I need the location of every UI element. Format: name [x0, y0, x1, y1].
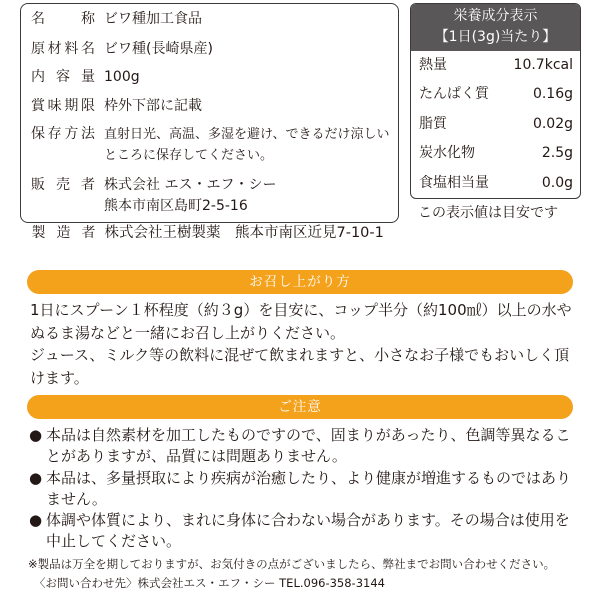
howto-text	[30, 299, 576, 389]
caution-list	[29, 425, 575, 553]
manufacturer-row	[22, 222, 384, 244]
howto-heading-bar: お召し上がり方	[27, 270, 573, 294]
caution-item	[29, 425, 575, 468]
spec-row-best-before	[21, 92, 398, 120]
product-spec-box	[20, 3, 399, 223]
spec-value	[104, 92, 202, 120]
caution-item	[29, 510, 575, 553]
spec-key: 賞味期限	[31, 98, 95, 114]
spec-value-line: 株式会社 エス・エフ・シー	[104, 177, 277, 193]
caution-line: 中止してください。	[46, 532, 182, 551]
nutrient-name: 脂質	[419, 115, 447, 132]
nutrient-value: 0.0g	[541, 174, 573, 191]
spec-value-line: 100g	[104, 69, 140, 85]
nutrition-serving: 【1日(3g)当たり】	[434, 28, 557, 45]
spec-value	[104, 63, 140, 92]
nutrition-facts-box	[410, 3, 581, 199]
nutrient-name: たんぱく質	[419, 86, 489, 103]
footer-notice: ※製品は万全を期しておりますが、お気付きの点がございましたら、弊社までお問い合わせください。	[28, 557, 556, 571]
bullet-icon: ●	[29, 511, 43, 530]
nutrient-value: 2.5g	[541, 145, 573, 162]
spec-value	[104, 175, 276, 222]
caution-line: とがありますが、品質には問題ありません。	[46, 447, 347, 466]
nutrient-value: 10.7kcal	[513, 57, 573, 73]
spec-value-line: 熊本市南区島町2-5-16	[104, 197, 248, 214]
spec-row-seller	[21, 170, 398, 222]
spec-key: 内 容 量	[31, 69, 95, 85]
spec-value-line: ところに保存してください。	[104, 148, 274, 163]
nutrition-row-energy	[411, 51, 580, 80]
spec-key: 名 称	[31, 11, 95, 27]
nutrition-row-fat	[411, 110, 580, 139]
spec-row-name	[21, 4, 398, 35]
spec-row-contents	[21, 63, 398, 92]
spec-value	[104, 35, 213, 63]
nutrient-name: 炭水化物	[419, 145, 475, 162]
bullet-icon: ●	[29, 468, 43, 487]
nutrition-note: この表示値は目安です	[418, 205, 558, 221]
nutrient-value: 0.02g	[532, 115, 573, 132]
spec-value	[104, 124, 389, 170]
spec-value-line: 枠外下部に記載	[104, 98, 202, 114]
spec-row-storage	[21, 120, 398, 170]
caution-heading-bar: ご注意	[27, 395, 573, 419]
howto-line: 1日にスプーン１杯程度（約３g）を目安に、コップ半分（約100㎖）以上の水や	[30, 301, 572, 319]
caution-text	[46, 468, 571, 511]
nutrition-header	[411, 4, 580, 51]
footer	[28, 555, 578, 593]
spec-key: 原材料名	[31, 41, 95, 57]
manufacturer-key: 製 造 者	[31, 225, 96, 241]
nutrition-row-carbohydrate	[411, 139, 580, 168]
spec-key: 販 売 者	[31, 177, 95, 193]
nutrient-value: 0.16g	[532, 86, 573, 103]
spec-value	[104, 4, 202, 35]
caution-text	[46, 510, 570, 553]
caution-line: 体調や体質により、まれに身体に合わない場合があります。その場合は使用を	[46, 511, 570, 530]
howto-line: ぬるま湯などと一緒にお召し上がりください。	[30, 323, 346, 342]
nutrition-title: 栄養成分表示	[453, 7, 538, 24]
caution-text	[46, 425, 571, 468]
footer-contact: 〈お問い合わせ先〉株式会社エス・エフ・シー TEL.096-358-3144	[34, 576, 385, 590]
manufacturer-value: 株式会社王樹製薬 熊本市南区近見7-10-1	[104, 225, 384, 241]
spec-row-ingredients	[21, 35, 398, 63]
nutrition-row-protein	[411, 80, 580, 109]
caution-item	[29, 468, 575, 511]
howto-line: けます。	[30, 368, 89, 387]
spec-value-line: 直射日光、高温、多湿を避け、できるだけ涼しい	[104, 127, 390, 142]
nutrient-name: 熱量	[419, 57, 447, 73]
spec-value-line: ビワ種加工食品	[104, 11, 202, 27]
bullet-icon: ●	[29, 426, 43, 444]
caution-line: 本品は、多量摂取により疾病が治癒したり、より健康が増進するものではあり	[46, 468, 572, 487]
spec-key: 保存方法	[31, 126, 95, 142]
caution-line: ません。	[46, 489, 107, 508]
caution-line: 本品は自然素材を加工したものですので、固まりがあったり、色調等異なるこ	[46, 426, 571, 444]
howto-line: ジュース、ミルク等の飲料に混ぜて飲まれますと、小さなお子様でもおいしく頂	[30, 346, 570, 364]
spec-value-line: ビワ種(長崎県産)	[104, 41, 213, 57]
nutrient-name: 食塩相当量	[419, 174, 489, 191]
nutrition-row-salt	[411, 169, 580, 198]
